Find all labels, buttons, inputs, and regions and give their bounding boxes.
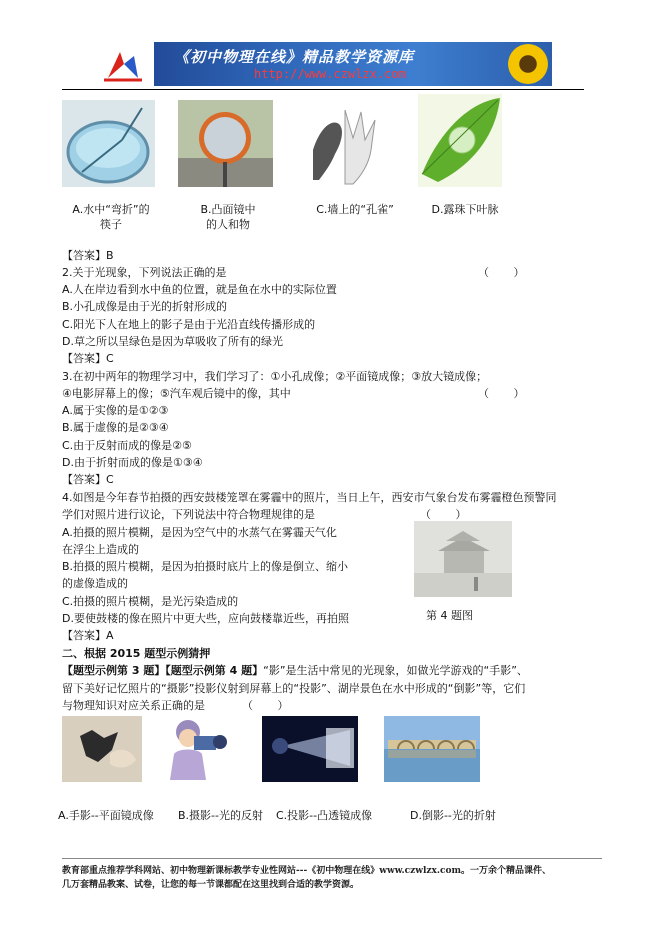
q3-answer: 【答案】C <box>62 473 114 486</box>
q2-option-b: B.小孔成像是由于光的折射形成的 <box>62 300 228 313</box>
section2-answer-blank: （ ） <box>242 699 289 712</box>
section2-option-d: D.倒影--光的折射 <box>410 809 496 822</box>
q4-option-b: B.拍摄的照片模糊，是因为拍摄时底片上的像是倒立、缩小 <box>62 560 349 573</box>
q2-answer-blank: （ ） <box>478 266 525 279</box>
sunflower-image <box>508 44 548 84</box>
q3-answer-blank: （ ） <box>478 387 525 400</box>
site-url[interactable]: http://www.czwlzx.com <box>254 67 406 81</box>
site-logo <box>94 42 154 86</box>
q2-stem: 2.关于光现象，下列说法正确的是 <box>62 266 227 279</box>
section2-option-a: A.手影--平面镜成像 <box>58 809 154 822</box>
convex-mirror-image <box>178 100 273 187</box>
q2-option-c: C.阳光下人在地上的影子是由于光沿直线传播形成的 <box>62 318 316 331</box>
section2-intro-line1 <box>62 662 528 679</box>
header-divider <box>62 89 584 90</box>
drum-tower-fog-image <box>414 521 512 597</box>
section2-heading: 二、根据 2015 题型示例猜押 <box>62 647 211 660</box>
section2-intro-text: “影”是生活中常见的光现象，如做光学游戏的“手影”、 <box>263 664 528 677</box>
footer-line2: 几万套精品教案、试卷，让您的每一节课都配在这里找到合适的教学资源。 <box>62 880 360 890</box>
q4-answer: 【答案】A <box>62 629 114 642</box>
dewdrop-leaf-image <box>418 94 502 187</box>
q4-stem-line1: 4.如图是今年春节拍摄的西安鼓楼笼罩在雾霾中的照片，当日上午，西安市气象台发布雾霾橙色预警同 <box>62 491 557 504</box>
footer-line1: 教育部重点推荐学科网站、初中物理新课标教学专业性网站---《初中物理在线》www.czwlzx.com。一万余个精品课件、 <box>62 866 552 876</box>
q1-answer: 【答案】B <box>62 249 114 262</box>
q3-option-d: D.由于折射而成的像是①③④ <box>62 456 203 469</box>
q4-option-b-cont: 的虚像造成的 <box>62 577 128 590</box>
chopsticks-in-water-image <box>62 100 155 187</box>
q2-answer: 【答案】C <box>62 352 114 365</box>
section2-intro-line2: 留下美好记忆照片的“摄影”投影仪射到屏幕上的“投影”、湖岸景色在水中形成的“倒影”等，它们 <box>62 682 526 695</box>
section2-intro-tag: 【题型示例第 3 题】【题型示例第 4 题】 <box>62 664 264 677</box>
section2-option-c: C.投影--凸透镜成像 <box>276 809 373 822</box>
q4-option-d: D.要使鼓楼的像在照片中更大些，应向鼓楼靠近些，再拍照 <box>62 612 349 625</box>
hand-shadow-peacock-image <box>305 100 385 187</box>
q2-option-a: A.人在岸边看到水中鱼的位置，就是鱼在水中的实际位置 <box>62 283 337 296</box>
q2-option-d: D.草之所以呈绿色是因为草吸收了所有的绿光 <box>62 335 283 348</box>
q3-option-c: C.由于反射而成的像是②⑤ <box>62 439 192 452</box>
q4-answer-blank: （ ） <box>420 508 467 521</box>
q4-option-a-cont: 在浮尘上造成的 <box>62 543 139 556</box>
q3-option-b: B.属于虚像的是②③④ <box>62 421 169 434</box>
photographer-image <box>164 716 236 782</box>
header-banner <box>94 42 552 86</box>
q1-option-a: A.水中“弯折”的 筷子 <box>72 203 150 231</box>
q3-option-a: A.属于实像的是①②③ <box>62 404 169 417</box>
q4-stem-line2: 学们对照片进行议论，下列说法中符合物理规律的是 <box>62 508 315 521</box>
q4-option-c: C.拍摄的照片模糊，是光污染造成的 <box>62 595 239 608</box>
page-footer <box>62 864 602 892</box>
q1-option-d: D.露珠下叶脉 <box>431 203 499 216</box>
q3-stem-line1: 3.在初中两年的物理学习中，我们学习了：①小孔成像；②平面镜成像；③放大镜成像； <box>62 370 488 383</box>
q4-option-a: A.拍摄的照片模糊，是因为空气中的水蒸气在雾霾天气化 <box>62 526 337 539</box>
bridge-reflection-image <box>384 716 480 782</box>
section2-intro-line3: 与物理知识对应关系正确的是 <box>62 699 205 712</box>
footer-divider <box>62 858 602 859</box>
q1-option-c: C.墙上的“孔雀” <box>316 203 394 216</box>
hand-shadow-image <box>62 716 142 782</box>
section2-option-b: B.摄影--光的反射 <box>178 809 263 822</box>
q4-figure-caption: 第 4 题图 <box>426 609 473 622</box>
q3-stem-line2: ④电影屏幕上的像；⑤汽车观后镜中的像，其中 <box>62 387 291 400</box>
projector-image <box>262 716 358 782</box>
q1-option-b: B.凸面镜中 的人和物 <box>200 203 256 231</box>
site-title: 《初中物理在线》精品教学资源库 <box>174 48 415 66</box>
